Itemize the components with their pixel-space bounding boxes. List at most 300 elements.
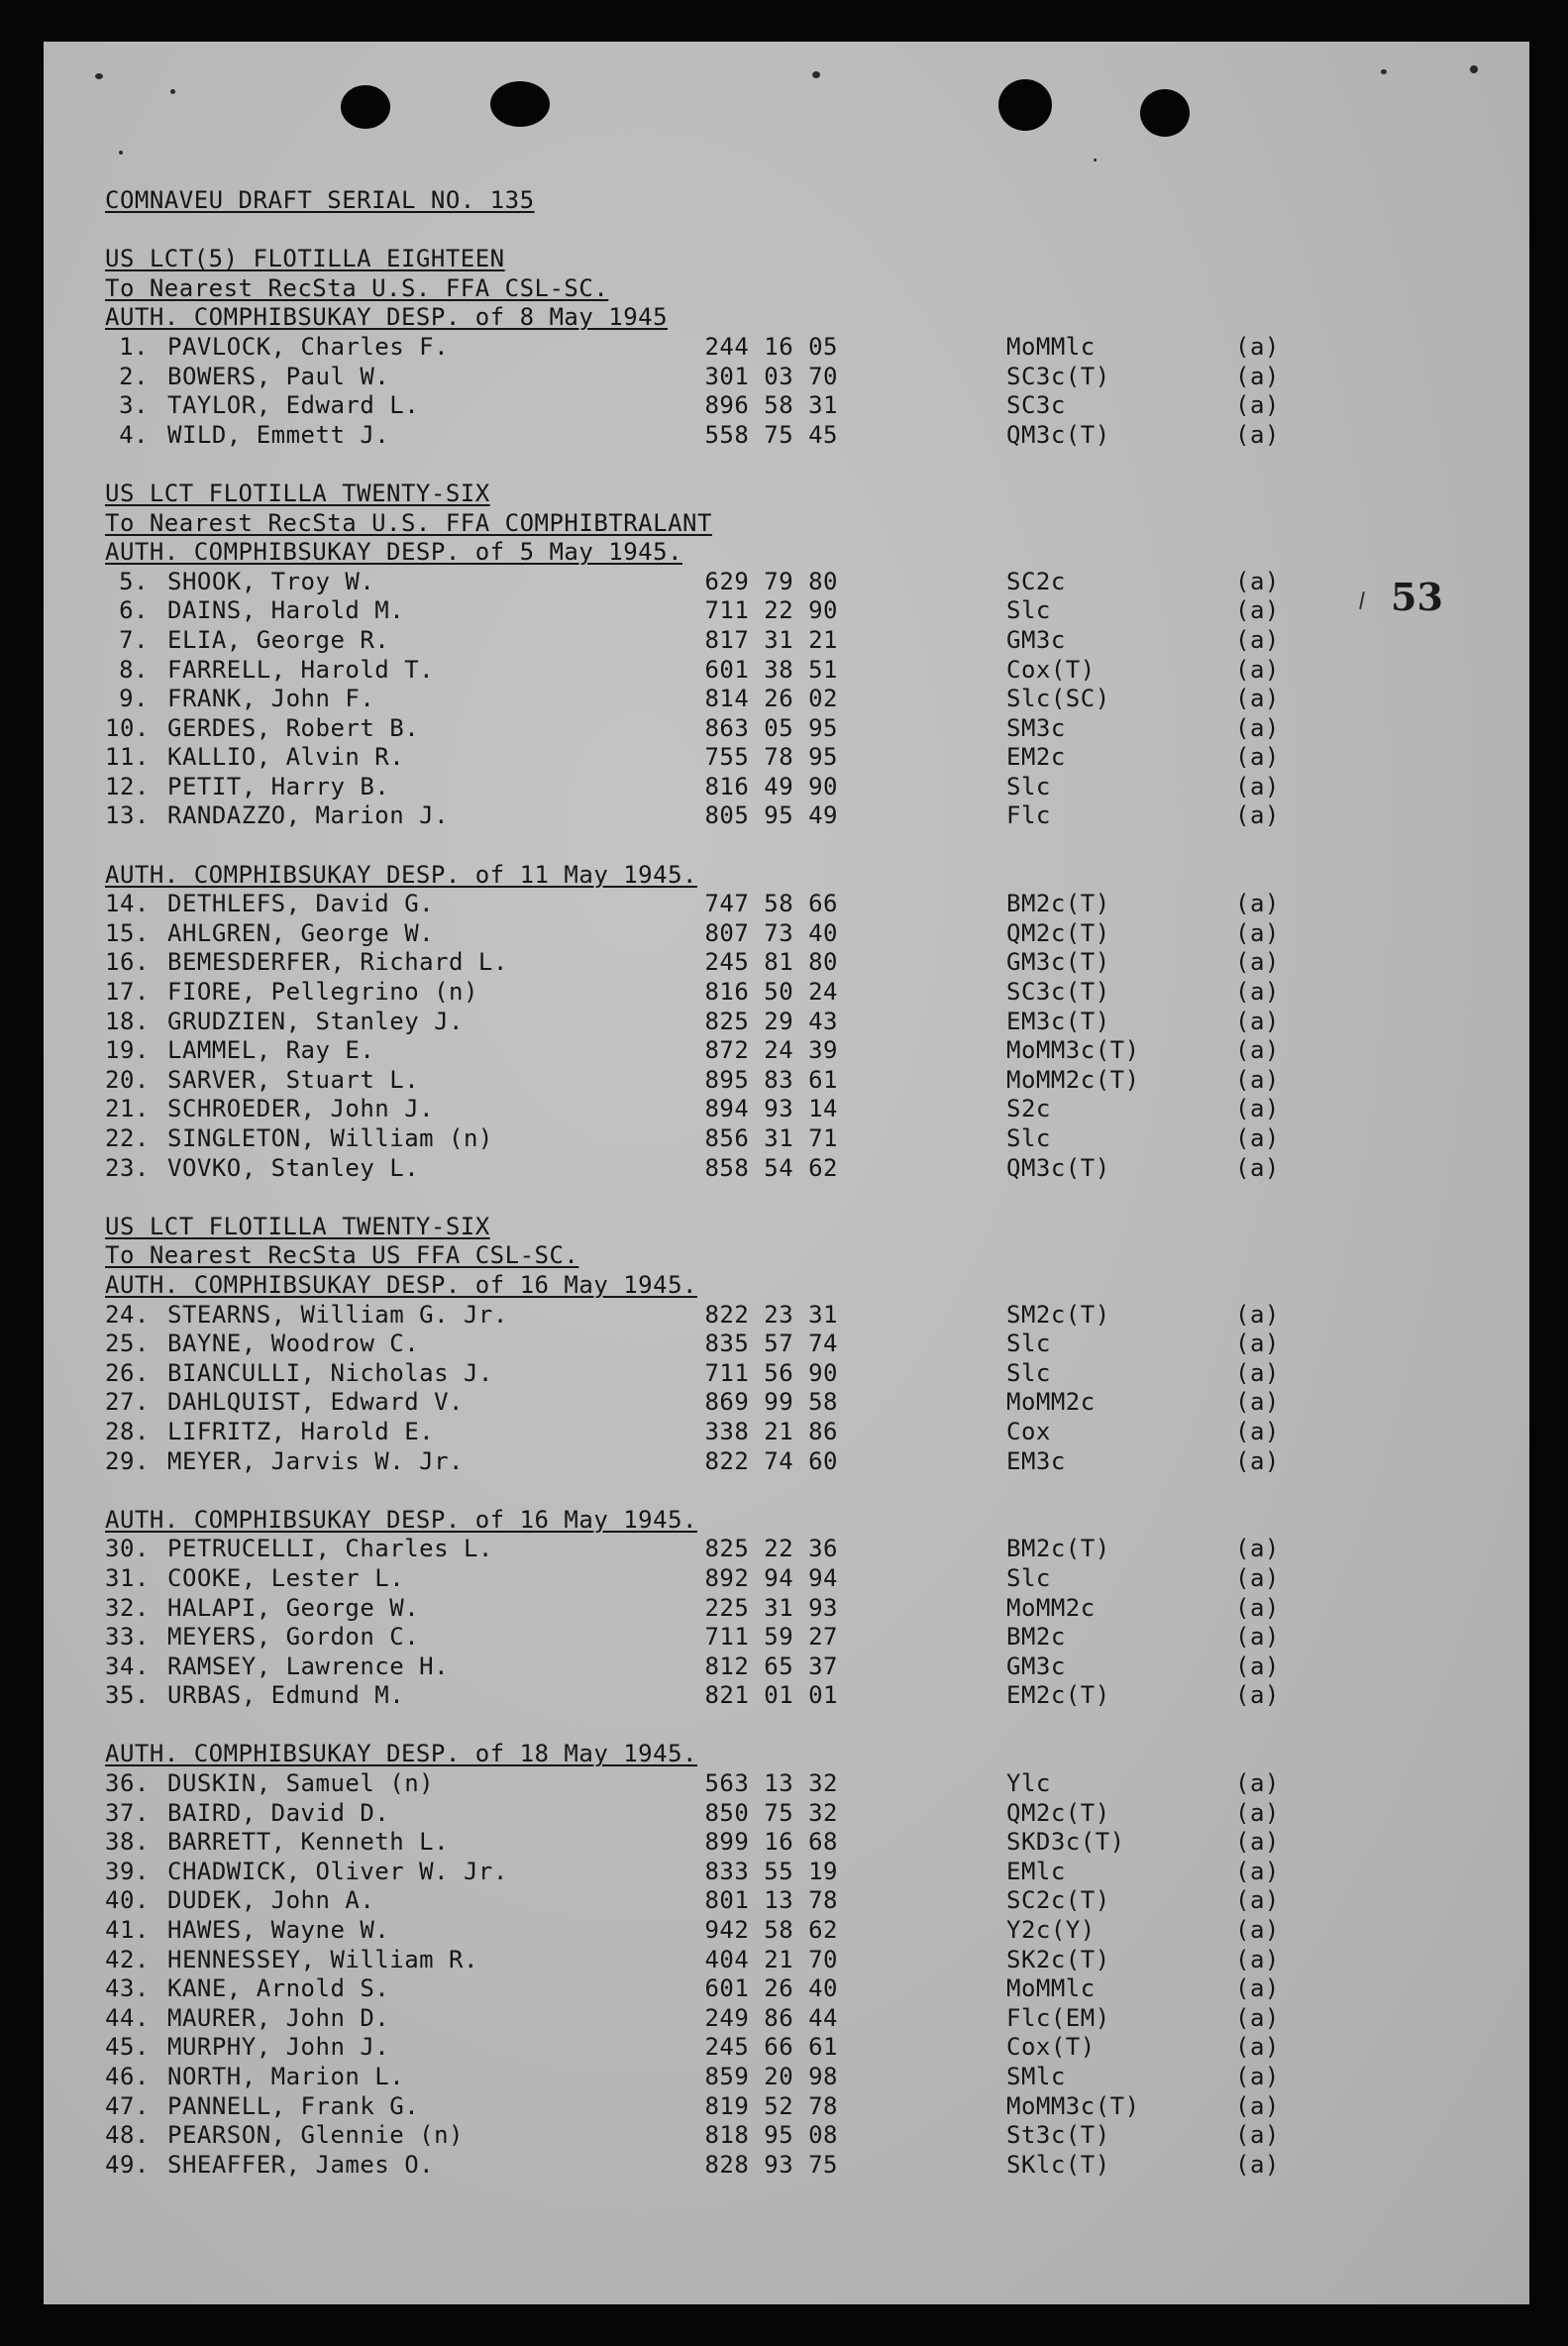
rating: SK2c(T) [1006, 1945, 1110, 1973]
service-number: 601 26 40 [704, 1974, 838, 2003]
personnel-row [105, 1828, 1393, 1858]
rating: SKD3c(T) [1006, 1828, 1125, 1857]
document-page [44, 42, 1529, 2304]
personnel-row [105, 743, 1393, 773]
personnel-row [105, 978, 1393, 1008]
person-name: NORTH, Marion L. [167, 2063, 405, 2090]
personnel-row [105, 568, 1393, 597]
section-header: AUTH. COMPHIBSUKAY DESP. of 5 May 1945. [105, 538, 683, 567]
status-code: (a) [1235, 1065, 1280, 1094]
section-header: AUTH. COMPHIBSUKAY DESP. of 11 May 1945. [105, 860, 697, 889]
service-number: 245 66 61 [704, 2033, 838, 2062]
rating: SC2c(T) [1006, 1886, 1110, 1915]
row-number: 40. [105, 1886, 150, 1915]
row-number: 16. [105, 948, 150, 977]
rating: Slc(SC) [1006, 685, 1110, 713]
service-number: 711 59 27 [704, 1623, 838, 1652]
service-number: 404 21 70 [704, 1945, 838, 1973]
service-number: 747 58 66 [704, 890, 838, 918]
person-name: VOVKO, Stanley L. [167, 1153, 420, 1182]
status-code: (a) [1235, 1095, 1280, 1123]
row-number: 38. [105, 1828, 150, 1857]
personnel-row [105, 1974, 1393, 2004]
row-number: 2. [119, 362, 149, 390]
rating: Cox(T) [1006, 655, 1096, 684]
row-number: 49. [105, 2150, 150, 2179]
person-name: DETHLEFS, David G. [167, 890, 435, 918]
person-name: BAYNE, Woodrow C. [167, 1330, 420, 1358]
person-name: TAYLOR, Edward L. [167, 391, 420, 420]
status-code: (a) [1235, 1007, 1280, 1035]
row-number: 6. [119, 596, 149, 625]
status-code: (a) [1235, 1828, 1280, 1857]
personnel-row [105, 1154, 1393, 1184]
row-number: 15. [105, 918, 150, 947]
service-number: 892 94 94 [704, 1563, 838, 1592]
status-code: (a) [1235, 1535, 1280, 1563]
rating: SC3c [1006, 391, 1066, 420]
status-code: (a) [1235, 1945, 1280, 1973]
person-name: BEMESDERFER, Richard L. [167, 948, 508, 977]
status-code: (a) [1235, 1974, 1280, 2003]
row-number: 3. [119, 391, 149, 420]
row-number: 44. [105, 2003, 150, 2032]
status-code: (a) [1235, 2033, 1280, 2062]
person-name: MURPHY, John J. [167, 2033, 390, 2062]
status-code: (a) [1235, 1916, 1280, 1945]
service-number: 338 21 86 [704, 1417, 838, 1445]
status-code: (a) [1235, 685, 1280, 713]
row-number: 32. [105, 1593, 150, 1622]
status-code: (a) [1235, 625, 1280, 654]
personnel-row [105, 1008, 1393, 1037]
row-number: 34. [105, 1652, 150, 1680]
service-number: 817 31 21 [704, 625, 838, 654]
personnel-row [105, 1946, 1393, 1975]
personnel-row [105, 2092, 1393, 2122]
service-number: 835 57 74 [704, 1330, 838, 1358]
person-name: SHEAFFER, James O. [167, 2150, 435, 2179]
row-number: 12. [105, 772, 150, 800]
row-number: 21. [105, 1095, 150, 1123]
row-number: 48. [105, 2121, 150, 2150]
service-number: 899 16 68 [704, 1828, 838, 1857]
row-number: 29. [105, 1446, 150, 1475]
row-number: 33. [105, 1623, 150, 1652]
rating: EM2c(T) [1006, 1681, 1110, 1710]
personnel-row [105, 1564, 1393, 1594]
row-number: 8. [119, 655, 149, 684]
row-number: 17. [105, 978, 150, 1007]
service-number: 755 78 95 [704, 743, 838, 772]
rating: Cox [1006, 1417, 1051, 1445]
person-name: KANE, Arnold S. [167, 1974, 390, 2003]
status-code: (a) [1235, 420, 1280, 449]
row-number: 1. [119, 332, 149, 361]
punch-hole [998, 79, 1052, 131]
service-number: 859 20 98 [704, 2063, 838, 2090]
status-code: (a) [1235, 391, 1280, 420]
rating: BM2c(T) [1006, 1535, 1110, 1563]
document-title: COMNAVEU DRAFT SERIAL NO. 135 [105, 186, 535, 214]
personnel-row [105, 596, 1393, 626]
punch-hole [1140, 89, 1190, 137]
row-number: 27. [105, 1388, 150, 1417]
rating: St3c(T) [1006, 2121, 1110, 2150]
section-header: To Nearest RecSta US FFA CSL-SC. [105, 1241, 579, 1270]
section-header: To Nearest RecSta U.S. FFA COMPHIBTRALANT [105, 508, 712, 537]
status-code: (a) [1235, 1769, 1280, 1798]
rating: SKlc(T) [1006, 2150, 1110, 2179]
person-name: GRUDZIEN, Stanley J. [167, 1007, 464, 1035]
personnel-row [105, 1095, 1393, 1124]
rating: SC3c(T) [1006, 362, 1110, 390]
person-name: SINGLETON, William (n) [167, 1124, 493, 1152]
service-number: 863 05 95 [704, 713, 838, 742]
service-number: 858 54 62 [704, 1153, 838, 1182]
rating: Slc [1006, 1563, 1051, 1592]
rating: Ylc [1006, 1769, 1051, 1798]
personnel-row [105, 1799, 1393, 1829]
person-name: RAMSEY, Lawrence H. [167, 1652, 450, 1680]
sections-container [105, 245, 1393, 2180]
person-name: BARRETT, Kenneth L. [167, 1828, 450, 1857]
rating: SM3c [1006, 713, 1066, 742]
service-number: 833 55 19 [704, 1857, 838, 1885]
status-code: (a) [1235, 596, 1280, 625]
status-code: (a) [1235, 1886, 1280, 1915]
service-number: 822 23 31 [704, 1300, 838, 1329]
rating: SC3c(T) [1006, 978, 1110, 1007]
personnel-row [105, 2063, 1393, 2092]
person-name: PETIT, Harry B. [167, 772, 390, 800]
punch-hole [490, 81, 550, 127]
personnel-row [105, 1681, 1393, 1711]
paper-speck [812, 71, 820, 78]
personnel-row [105, 1916, 1393, 1946]
paper-speck [119, 151, 123, 155]
personnel-row [105, 333, 1393, 363]
service-number: 942 58 62 [704, 1916, 838, 1945]
rating: Slc [1006, 1358, 1051, 1387]
service-number: 816 49 90 [704, 772, 838, 800]
row-number: 47. [105, 2091, 150, 2120]
paper-speck [1381, 69, 1387, 74]
person-name: PAVLOCK, Charles F. [167, 332, 450, 361]
status-code: (a) [1235, 1358, 1280, 1387]
status-code: (a) [1235, 948, 1280, 977]
service-number: 816 50 24 [704, 978, 838, 1007]
status-code: (a) [1235, 1593, 1280, 1622]
status-code: (a) [1235, 2121, 1280, 2150]
status-code: (a) [1235, 2150, 1280, 2179]
person-name: DUDEK, John A. [167, 1886, 375, 1915]
row-number: 5. [119, 567, 149, 595]
rating: MoMM3c(T) [1006, 1036, 1140, 1065]
status-code: (a) [1235, 1623, 1280, 1652]
rating: Slc [1006, 1124, 1051, 1152]
service-number: 812 65 37 [704, 1652, 838, 1680]
person-name: MEYER, Jarvis W. Jr. [167, 1446, 464, 1475]
page-number: 53 [1391, 575, 1443, 619]
row-number: 10. [105, 713, 150, 742]
row-number: 43. [105, 1974, 150, 2003]
rating: MoMMlc [1006, 1974, 1096, 2003]
rating: MoMM2c [1006, 1388, 1096, 1417]
personnel-row [105, 1653, 1393, 1682]
paper-speck [170, 89, 175, 94]
row-number: 7. [119, 625, 149, 654]
personnel-row [105, 2151, 1393, 2181]
service-number: 249 86 44 [704, 2003, 838, 2032]
rating: QM2c(T) [1006, 1798, 1110, 1827]
service-number: 825 22 36 [704, 1535, 838, 1563]
rating: S2c [1006, 1095, 1051, 1123]
row-number: 46. [105, 2063, 150, 2090]
personnel-row [105, 1036, 1393, 1066]
rating: QM3c(T) [1006, 420, 1110, 449]
personnel-row [105, 1124, 1393, 1154]
status-code: (a) [1235, 655, 1280, 684]
status-code: (a) [1235, 1388, 1280, 1417]
rating: SC2c [1006, 567, 1066, 595]
personnel-row [105, 801, 1393, 831]
service-number: 563 13 32 [704, 1769, 838, 1798]
row-number: 42. [105, 1945, 150, 1973]
personnel-row [105, 421, 1393, 451]
status-code: (a) [1235, 918, 1280, 947]
personnel-row [105, 1388, 1393, 1418]
personnel-row [105, 1418, 1393, 1447]
person-name: DAINS, Harold M. [167, 596, 405, 625]
person-name: PANNELL, Frank G. [167, 2091, 420, 2120]
personnel-row [105, 626, 1393, 656]
person-name: MEYERS, Gordon C. [167, 1623, 420, 1652]
service-number: 805 95 49 [704, 801, 838, 830]
personnel-row [105, 685, 1393, 714]
service-number: 558 75 45 [704, 420, 838, 449]
status-code: (a) [1235, 890, 1280, 918]
status-code: (a) [1235, 1857, 1280, 1885]
section-header: AUTH. COMPHIBSUKAY DESP. of 8 May 1945 [105, 303, 669, 332]
person-name: SHOOK, Troy W. [167, 567, 375, 595]
row-number: 45. [105, 2033, 150, 2062]
status-code: (a) [1235, 1446, 1280, 1475]
status-code: (a) [1235, 1124, 1280, 1152]
status-code: (a) [1235, 1417, 1280, 1445]
rating: QM2c(T) [1006, 918, 1110, 947]
row-number: 41. [105, 1916, 150, 1945]
row-number: 36. [105, 1769, 150, 1798]
rating: MoMM2c [1006, 1593, 1096, 1622]
person-name: FRANK, John F. [167, 685, 375, 713]
status-code: (a) [1235, 2091, 1280, 2120]
person-name: LIFRITZ, Harold E. [167, 1417, 435, 1445]
person-name: CHADWICK, Oliver W. Jr. [167, 1857, 508, 1885]
service-number: 895 83 61 [704, 1065, 838, 1094]
rating: Slc [1006, 1330, 1051, 1358]
service-number: 894 93 14 [704, 1095, 838, 1123]
status-code: (a) [1235, 362, 1280, 390]
rating: MoMMlc [1006, 332, 1096, 361]
row-number: 14. [105, 890, 150, 918]
rating: GM3c [1006, 625, 1066, 654]
status-code: (a) [1235, 713, 1280, 742]
service-number: 245 81 80 [704, 948, 838, 977]
service-number: 818 95 08 [704, 2121, 838, 2150]
row-number: 37. [105, 1798, 150, 1827]
person-name: HENNESSEY, William R. [167, 1945, 478, 1973]
service-number: 856 31 71 [704, 1124, 838, 1152]
person-name: LAMMEL, Ray E. [167, 1036, 375, 1065]
person-name: FIORE, Pellegrino (n) [167, 978, 478, 1007]
personnel-row [105, 919, 1393, 949]
rating: Y2c(Y) [1006, 1916, 1096, 1945]
person-name: COOKE, Lester L. [167, 1563, 405, 1592]
personnel-row [105, 2033, 1393, 2063]
personnel-row [105, 363, 1393, 392]
person-name: AHLGREN, George W. [167, 918, 435, 947]
row-number: 25. [105, 1330, 150, 1358]
service-number: 872 24 39 [704, 1036, 838, 1065]
personnel-row [105, 1623, 1393, 1653]
rating: SMlc [1006, 2063, 1066, 2090]
status-code: (a) [1235, 1300, 1280, 1329]
person-name: ELIA, George R. [167, 625, 390, 654]
service-number: 814 26 02 [704, 685, 838, 713]
rating: BM2c [1006, 1623, 1066, 1652]
rating: GM3c(T) [1006, 948, 1110, 977]
row-number: 35. [105, 1681, 150, 1710]
paper-speck [1094, 159, 1097, 161]
personnel-row [105, 1535, 1393, 1564]
row-number: 13. [105, 801, 150, 830]
personnel-row [105, 1447, 1393, 1477]
rating: GM3c [1006, 1652, 1066, 1680]
status-code: (a) [1235, 801, 1280, 830]
service-number: 801 13 78 [704, 1886, 838, 1915]
row-number: 28. [105, 1417, 150, 1445]
personnel-row [105, 1066, 1393, 1096]
rating: Flc(EM) [1006, 2003, 1110, 2032]
person-name: URBAS, Edmund M. [167, 1681, 405, 1710]
service-number: 601 38 51 [704, 655, 838, 684]
personnel-row [105, 1359, 1393, 1389]
status-code: (a) [1235, 1652, 1280, 1680]
service-number: 822 74 60 [704, 1446, 838, 1475]
personnel-row [105, 890, 1393, 919]
status-code: (a) [1235, 743, 1280, 772]
personnel-row [105, 1769, 1393, 1799]
service-number: 828 93 75 [704, 2150, 838, 2179]
paper-speck [1470, 65, 1478, 73]
personnel-row [105, 656, 1393, 686]
section-header: To Nearest RecSta U.S. FFA CSL-SC. [105, 273, 609, 302]
rating: QM3c(T) [1006, 1153, 1110, 1182]
rating: Cox(T) [1006, 2033, 1096, 2062]
rating: EMlc [1006, 1857, 1066, 1885]
rating: EM2c [1006, 743, 1066, 772]
person-name: HALAPI, George W. [167, 1593, 420, 1622]
row-number: 9. [119, 685, 149, 713]
section-header: AUTH. COMPHIBSUKAY DESP. of 18 May 1945. [105, 1740, 697, 1768]
personnel-row [105, 1858, 1393, 1887]
row-number: 23. [105, 1153, 150, 1182]
personnel-row [105, 2004, 1393, 2034]
person-name: BOWERS, Paul W. [167, 362, 390, 390]
person-name: MAURER, John D. [167, 2003, 390, 2032]
service-number: 711 56 90 [704, 1358, 838, 1387]
person-name: BIANCULLI, Nicholas J. [167, 1358, 493, 1387]
person-name: DAHLQUIST, Edward V. [167, 1388, 464, 1417]
row-number: 26. [105, 1358, 150, 1387]
status-code: (a) [1235, 2003, 1280, 2032]
person-name: STEARNS, William G. Jr. [167, 1300, 508, 1329]
status-code: (a) [1235, 1330, 1280, 1358]
rating: MoMM2c(T) [1006, 1065, 1140, 1094]
personnel-row [105, 1594, 1393, 1624]
service-number: 301 03 70 [704, 362, 838, 390]
status-code: (a) [1235, 1036, 1280, 1065]
draft-list [105, 186, 1393, 2180]
service-number: 807 73 40 [704, 918, 838, 947]
punch-hole [341, 85, 390, 129]
rating: EM3c(T) [1006, 1007, 1110, 1035]
status-code: (a) [1235, 332, 1280, 361]
section-header: AUTH. COMPHIBSUKAY DESP. of 16 May 1945. [105, 1270, 697, 1299]
service-number: 225 31 93 [704, 1593, 838, 1622]
person-name: SCHROEDER, John J. [167, 1095, 435, 1123]
section-header: US LCT(5) FLOTILLA EIGHTEEN [105, 245, 505, 273]
personnel-row [105, 391, 1393, 421]
row-number: 24. [105, 1300, 150, 1329]
personnel-row [105, 1886, 1393, 1916]
personnel-row [105, 1330, 1393, 1359]
status-code: (a) [1235, 772, 1280, 800]
row-number: 20. [105, 1065, 150, 1094]
row-number: 19. [105, 1036, 150, 1065]
service-number: 819 52 78 [704, 2091, 838, 2120]
person-name: RANDAZZO, Marion J. [167, 801, 450, 830]
personnel-row [105, 1301, 1393, 1331]
rating: MoMM3c(T) [1006, 2091, 1140, 2120]
personnel-row [105, 948, 1393, 978]
row-number: 11. [105, 743, 150, 772]
person-name: DUSKIN, Samuel (n) [167, 1769, 435, 1798]
service-number: 850 75 32 [704, 1798, 838, 1827]
personnel-row [105, 714, 1393, 744]
personnel-row [105, 2121, 1393, 2151]
personnel-row [105, 773, 1393, 802]
service-number: 244 16 05 [704, 332, 838, 361]
row-number: 22. [105, 1124, 150, 1152]
person-name: SARVER, Stuart L. [167, 1065, 420, 1094]
service-number: 629 79 80 [704, 567, 838, 595]
person-name: HAWES, Wayne W. [167, 1916, 390, 1945]
rating: Slc [1006, 772, 1051, 800]
row-number: 39. [105, 1857, 150, 1885]
status-code: (a) [1235, 1153, 1280, 1182]
paper-speck [95, 73, 103, 79]
person-name: PEARSON, Glennie (n) [167, 2121, 464, 2150]
status-code: (a) [1235, 1563, 1280, 1592]
status-code: (a) [1235, 567, 1280, 595]
person-name: BAIRD, David D. [167, 1798, 390, 1827]
service-number: 821 01 01 [704, 1681, 838, 1710]
service-number: 825 29 43 [704, 1007, 838, 1035]
status-code: (a) [1235, 1798, 1280, 1827]
person-name: WILD, Emmett J. [167, 420, 390, 449]
